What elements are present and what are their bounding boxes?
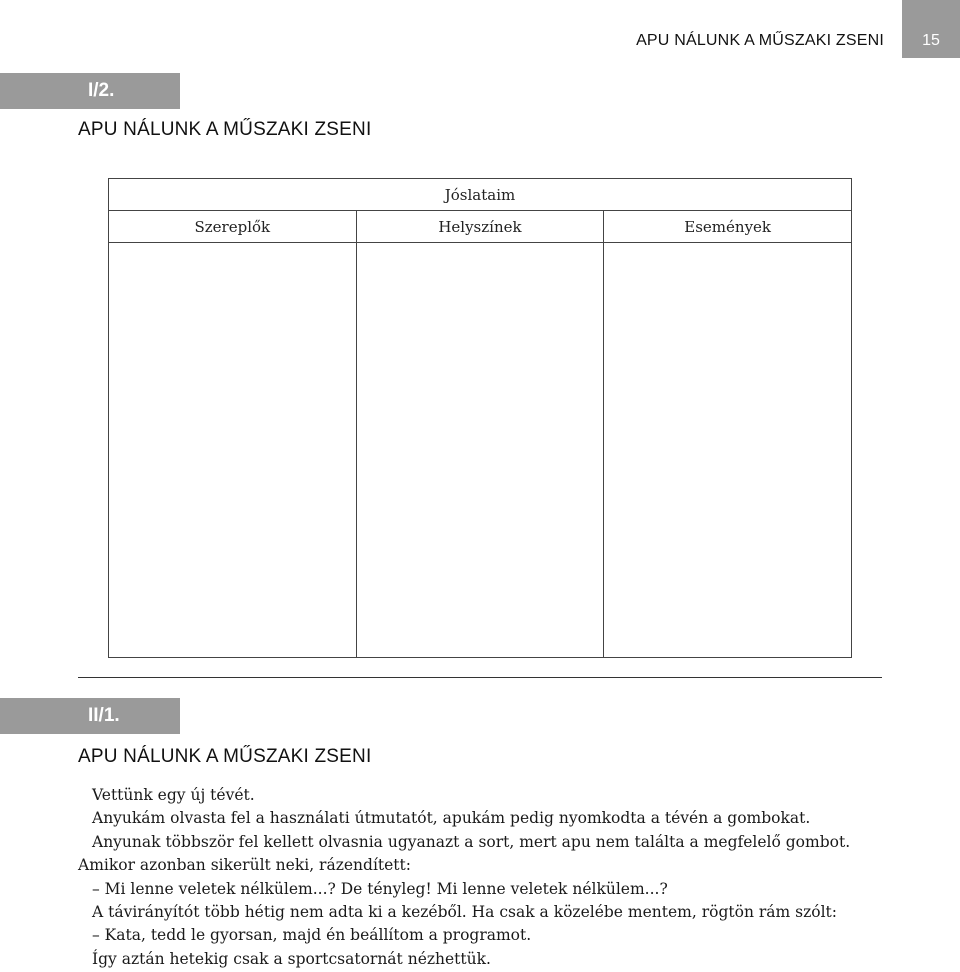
answer-cell-characters[interactable] (109, 243, 357, 658)
story-line: Vettünk egy új tévét. (92, 786, 255, 804)
section-tag-label: II/1. (88, 705, 120, 726)
story-line: – Kata, tedd le gyorsan, majd én beállítom a programot. (92, 926, 532, 945)
column-header-locations: Helyszínek (356, 211, 604, 243)
section-tag-2 (0, 698, 180, 734)
section-divider (78, 677, 882, 678)
column-header-characters: Szereplők (109, 211, 357, 243)
predictions-table (108, 178, 852, 658)
story-text (78, 784, 938, 971)
answer-cell-locations[interactable] (356, 243, 604, 658)
table-group-heading: Jóslataim (109, 179, 852, 211)
story-line: Így aztán hetekig csak a sportcsatornát nézhettük. (92, 949, 491, 968)
column-header-events: Események (604, 211, 852, 243)
story-line: Amikor azonban sikerült neki, rázendített: (78, 856, 411, 875)
section-tag-label: I/2. (88, 80, 115, 101)
answer-cell-events[interactable] (604, 243, 852, 658)
section-title-2: APU NÁLUNK A MŰSZAKI ZSENI (78, 746, 372, 767)
story-line: Anyukám olvasta fel a használati útmutatót, apukám pedig nyomkodta a tévén a gombokat. (92, 809, 811, 828)
page-number-badge (902, 0, 960, 58)
story-line: Anyunak többször fel kellett olvasnia ugyanazt a sort, mert apu nem találta a megfelelő gombot. (92, 832, 851, 851)
story-line: – Mi lenne veletek nélkülem...? De tényleg! Mi lenne veletek nélkülem...? (92, 879, 668, 898)
page-number: 15 (922, 32, 940, 49)
section-title-1: APU NÁLUNK A MŰSZAKI ZSENI (78, 119, 372, 140)
story-line: A távirányítót több hétig nem adta ki a kezéből. Ha csak a közelébe mentem, rögtön rám szólt: (92, 903, 837, 922)
section-tag-1 (0, 73, 180, 109)
running-header-title: APU NÁLUNK A MŰSZAKI ZSENI (636, 32, 884, 49)
